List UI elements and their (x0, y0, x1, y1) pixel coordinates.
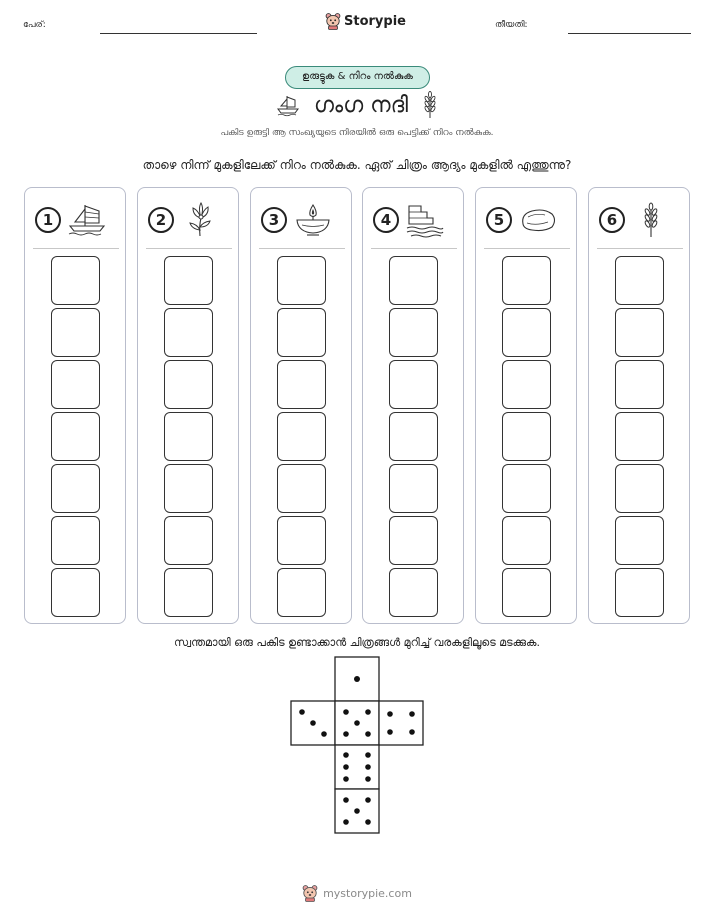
color-box[interactable] (389, 568, 438, 617)
color-box[interactable] (164, 256, 213, 305)
color-box[interactable] (615, 568, 664, 617)
column-5 (475, 187, 577, 624)
instruction: താഴെ നിന്ന് മുകളിലേക്ക് നിറം നൽകുക. ഏത് ചിത്രം ആദ്യം മുകളിൽ എത്തുന്നു? (142, 158, 572, 172)
color-box[interactable] (164, 308, 213, 357)
column-header (148, 202, 230, 238)
color-box[interactable] (615, 412, 664, 461)
column-4 (362, 187, 464, 624)
color-box[interactable] (51, 568, 100, 617)
brand-name: Storypie (344, 13, 406, 29)
color-box[interactable] (389, 464, 438, 513)
column-number: 5 (486, 207, 512, 233)
color-boxes (277, 256, 326, 620)
title-row (0, 91, 714, 119)
color-box[interactable] (164, 464, 213, 513)
column-number: 3 (261, 207, 287, 233)
color-box[interactable] (51, 464, 100, 513)
color-boxes (502, 256, 551, 620)
color-box[interactable] (502, 412, 551, 461)
column-header (261, 202, 343, 238)
color-box[interactable] (164, 360, 213, 409)
river-steps-icon (405, 202, 445, 238)
color-box[interactable] (502, 308, 551, 357)
column-number: 1 (35, 207, 61, 233)
flower-icon (180, 202, 220, 238)
color-box[interactable] (277, 568, 326, 617)
column-header (599, 202, 681, 238)
color-box[interactable] (277, 412, 326, 461)
color-boxes (51, 256, 100, 620)
wheat-icon (631, 202, 671, 238)
color-box[interactable] (164, 568, 213, 617)
column-header (373, 202, 455, 238)
bear-mascot-icon (325, 12, 341, 30)
die-net[interactable] (290, 656, 425, 836)
color-box[interactable] (277, 256, 326, 305)
boat-icon (276, 93, 300, 117)
column-1 (24, 187, 126, 624)
column-number: 6 (599, 207, 625, 233)
footer (0, 884, 714, 902)
name-line[interactable] (100, 33, 257, 34)
color-box[interactable] (502, 256, 551, 305)
color-box[interactable] (277, 360, 326, 409)
date-line[interactable] (568, 33, 691, 34)
date-label: തീയതി: (495, 20, 528, 30)
oil-lamp-icon (293, 202, 333, 238)
column-number: 2 (148, 207, 174, 233)
color-boxes (615, 256, 664, 620)
color-box[interactable] (389, 308, 438, 357)
color-boxes (164, 256, 213, 620)
name-label: പേര്: (23, 20, 46, 30)
color-box[interactable] (51, 516, 100, 565)
color-box[interactable] (389, 412, 438, 461)
color-box[interactable] (615, 360, 664, 409)
column-6 (588, 187, 690, 624)
column-header (486, 202, 568, 238)
color-box[interactable] (615, 256, 664, 305)
color-box[interactable] (502, 360, 551, 409)
boat-icon (67, 202, 107, 238)
color-box[interactable] (164, 412, 213, 461)
color-boxes (389, 256, 438, 620)
color-box[interactable] (277, 308, 326, 357)
color-box[interactable] (277, 516, 326, 565)
fold-instruction: സ്വന്തമായി ഒരു പകിട ഉണ്ടാക്കാൻ ചിത്രങ്ങൾ മുറിച്ച് വരകളിലൂടെ മടക്കുക. (174, 636, 540, 649)
die-face-4 (379, 701, 423, 745)
bear-mascot-icon (302, 884, 318, 902)
color-box[interactable] (502, 568, 551, 617)
color-box[interactable] (389, 516, 438, 565)
column-header (35, 202, 117, 238)
wheat-icon (422, 91, 438, 119)
column-3 (250, 187, 352, 624)
stone-icon (518, 202, 558, 238)
color-box[interactable] (51, 308, 100, 357)
color-box[interactable] (51, 256, 100, 305)
color-box[interactable] (502, 516, 551, 565)
color-box[interactable] (277, 464, 326, 513)
page-title: ഗംഗ നദി (313, 92, 409, 118)
footer-url[interactable]: mystorypie.com (323, 886, 412, 900)
brand-logo (325, 12, 406, 30)
color-box[interactable] (615, 464, 664, 513)
color-box[interactable] (51, 360, 100, 409)
color-box[interactable] (502, 464, 551, 513)
color-box[interactable] (51, 412, 100, 461)
color-box[interactable] (164, 516, 213, 565)
column-2 (137, 187, 239, 624)
subtitle: പകിട ഉരുട്ടി ആ സംഖ്യയുടെ നിരയിൽ ഒരു പെട്ടിക്ക് നിറം നൽകുക. (220, 128, 494, 138)
column-number: 4 (373, 207, 399, 233)
activity-badge: ഉരുട്ടുക & നിറം നൽകുക (285, 66, 430, 89)
color-box[interactable] (615, 516, 664, 565)
die-face-6 (335, 745, 379, 789)
color-box[interactable] (389, 256, 438, 305)
color-box[interactable] (615, 308, 664, 357)
color-box[interactable] (389, 360, 438, 409)
